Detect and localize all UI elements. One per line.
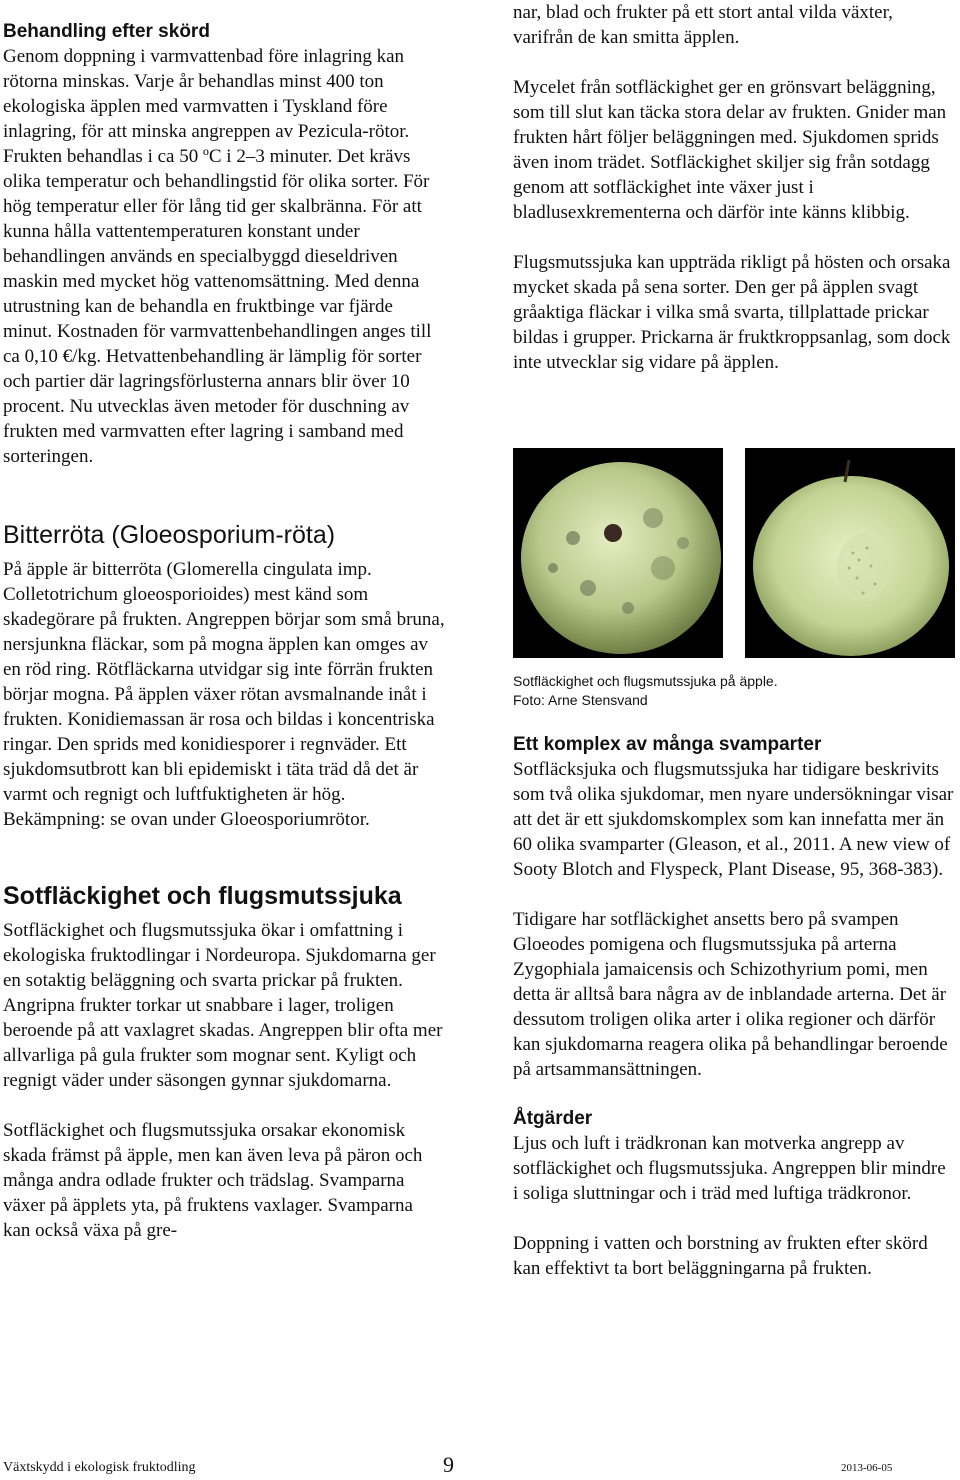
heading-ett-komplex: Ett komplex av många svamparter	[513, 734, 822, 755]
footer-title: Växtskydd i ekologisk fruktodling	[3, 1460, 196, 1475]
right-column-top	[513, 0, 955, 375]
apple-image-left	[513, 448, 723, 658]
spacer	[513, 225, 955, 250]
spacer	[513, 50, 955, 75]
photo-caption	[513, 672, 955, 710]
paragraph-sooty-2: Sotfläckighet och flugsmutssjuka orsakar ekonomisk skada främst på äpple, men kan även leva på päron och många andra odlade frukter och trädslag. Svamparna växer på äpplets yta, på fruktens vaxlager. Svamparna kan också växa på gre-	[3, 1120, 423, 1241]
paragraph-complex-2: Tidigare har sotfläckighet ansetts bero på svampen Gloeodes pomigena och flugsmutssjuka på arterna Zygophiala jamaicensis och Schizothyrium pomi, men detta är alltså bara några av de inblandade arterna. Det är dessutom troligen olika arter i olika regioner och därför kan sjukdomarna reagera olika på behandlingar beroende på artsammansättningen.	[513, 909, 948, 1080]
spacer	[513, 882, 955, 907]
paragraph-bitter-rot: På äpple är bitterröta (Glomerella cingulata imp. Colletotrichum gloeosporioides) mest känd som skadegörare på frukten. Angreppen börjar som små bruna, nersjunkna fläckar, som på mogna äpplen kan omges av en röd ring. Rötfläckarna utvidgar sig inte förrän frukten börjar mogna. På äpplen växer rötan avsmalnande inåt i frukten. Konidiemassan är rosa och bildas i koncentriska ringar. Den sprids med konidiesporer i regnväder. Ett sjukdomsutbrott kan bli epidemiskt i täta träd då det är varmt och regnigt och luftfuktigheten är hög. Bekämpning: se ovan under Gloeosporiumrötor.	[3, 559, 445, 830]
heading-behandling-efter-skord: Behandling efter skörd	[3, 21, 210, 42]
spacer	[3, 1093, 445, 1118]
spacer	[3, 469, 445, 519]
page-number: 9	[443, 1452, 454, 1477]
apple-image-right	[745, 448, 955, 658]
paragraph-measures-1: Ljus och luft i trädkronan kan motverka angrepp av sotfläckighet och flugsmutssjuka. Angreppen blir mindre i soliga sluttningar och i träd med luftiga trädkronor.	[513, 1133, 946, 1204]
left-column	[3, 20, 445, 1243]
paragraph-measures-2: Doppning i vatten och borstning av frukten efter skörd kan effektivt ta bort beläggningarna på frukten.	[513, 1233, 928, 1279]
spacer	[513, 1206, 955, 1231]
paragraph-complex-1: Sotfläcksjuka och flugsmutssjuka har tidigare beskrivits som två olika sjukdomar, men nyare undersökningar visar att det är ett sjukdomskomplex som kan innefatta mer än 60 olika svamparter (Gleason, et al., 2011. A new view of Sooty Blotch and Flyspeck, Plant Disease, 95, 368-383).	[513, 759, 954, 880]
paragraph-treatment: Genom doppning i varmvattenbad före inlagring kan rötorna minskas. Varje år behandlas minst 400 ton ekologiska äpplen med varmvatten i Tyskland före inlagring, för att minska angreppen av Pezicula-rötor. Frukten behandlas i ca 50 ºC i 2–3 minuter. Det krävs olika temperatur och behandlingstid för olika sorter. För hög temperatur eller för lång tid ger skalbränna. För att kunna hålla vattentemperaturen konstant under behandlingen används en specialbyggd dieseldriven maskin med mycket hög vattenomsättning. Med denna utrustning kan de behandla en fruktbinge var fjärde minut. Kostnaden för varmvattenbehandlingen anges till ca 0,10 €/kg. Hetvattenbehandling är lämplig för sorter och partier där lagringsförlusterna annars blir över 10 procent. Nu utvecklas även metoder för duschning av frukten med varmvatten efter lagring i samband med sorteringen.	[3, 46, 432, 467]
apple-photos	[513, 448, 955, 658]
paragraph-mycel: Mycelet från sotfläckighet ger en grönsvart beläggning, som till slut kan täcka stora delar av frukten. Gnider man frukten hårt följer beläggningen med. Sjukdomen sprids även inom trädet. Sotfläckighet skiljer sig från sotdagg genom att sotfläckighet inte växer just i bladlusexkrementerna och därför inte känns klibbig.	[513, 77, 947, 223]
heading-bitterrota: Bitterröta (Gloeosporium-röta)	[3, 521, 336, 549]
right-column-bottom	[513, 733, 955, 1281]
caption-credit: Foto: Arne Stensvand	[513, 692, 648, 708]
caption-line: Sotfläckighet och flugsmutssjuka på äpple.	[513, 673, 778, 689]
paragraph-flugsmuts: Flugsmutssjuka kan uppträda rikligt på hösten och orsaka mycket skada på sena sorter. Den ger på äpplen svagt gråaktiga fläckar i vilka små svarta, tillplattade prickar bildas i grupper. Prickarna är fruktkroppsanlag, som dock inte utvecklar sig vidare på äpplen.	[513, 252, 951, 373]
apple-photo-flyspeck	[745, 448, 955, 658]
spacer	[3, 832, 445, 880]
heading-atgarder: Åtgärder	[513, 1108, 593, 1129]
footer-date: 2013-06-05	[841, 1462, 893, 1474]
paragraph-continued: nar, blad och frukter på ett stort antal vilda växter, varifrån de kan smitta äpplen.	[513, 2, 893, 48]
page-footer	[3, 1452, 903, 1480]
heading-sotflackighet: Sotfläckighet och flugsmutssjuka	[3, 882, 402, 910]
spacer	[513, 1082, 955, 1107]
apple-photo-sooty-blotch	[513, 448, 723, 658]
paragraph-sooty-1: Sotfläckighet och flugsmutssjuka ökar i omfattning i ekologiska fruktodlingar i Nordeuropa. Sjukdomarna ger en sotaktig beläggning och svarta prickar på frukten. Angripna frukter torkar ut snabbare i lager, troligen beroende på att vaxlagret skadas. Angreppen blir ofta mer allvarliga på gula frukter som mognar sent. Kyligt och regnigt väder under säsongen gynnar sjukdomarna.	[3, 920, 443, 1091]
